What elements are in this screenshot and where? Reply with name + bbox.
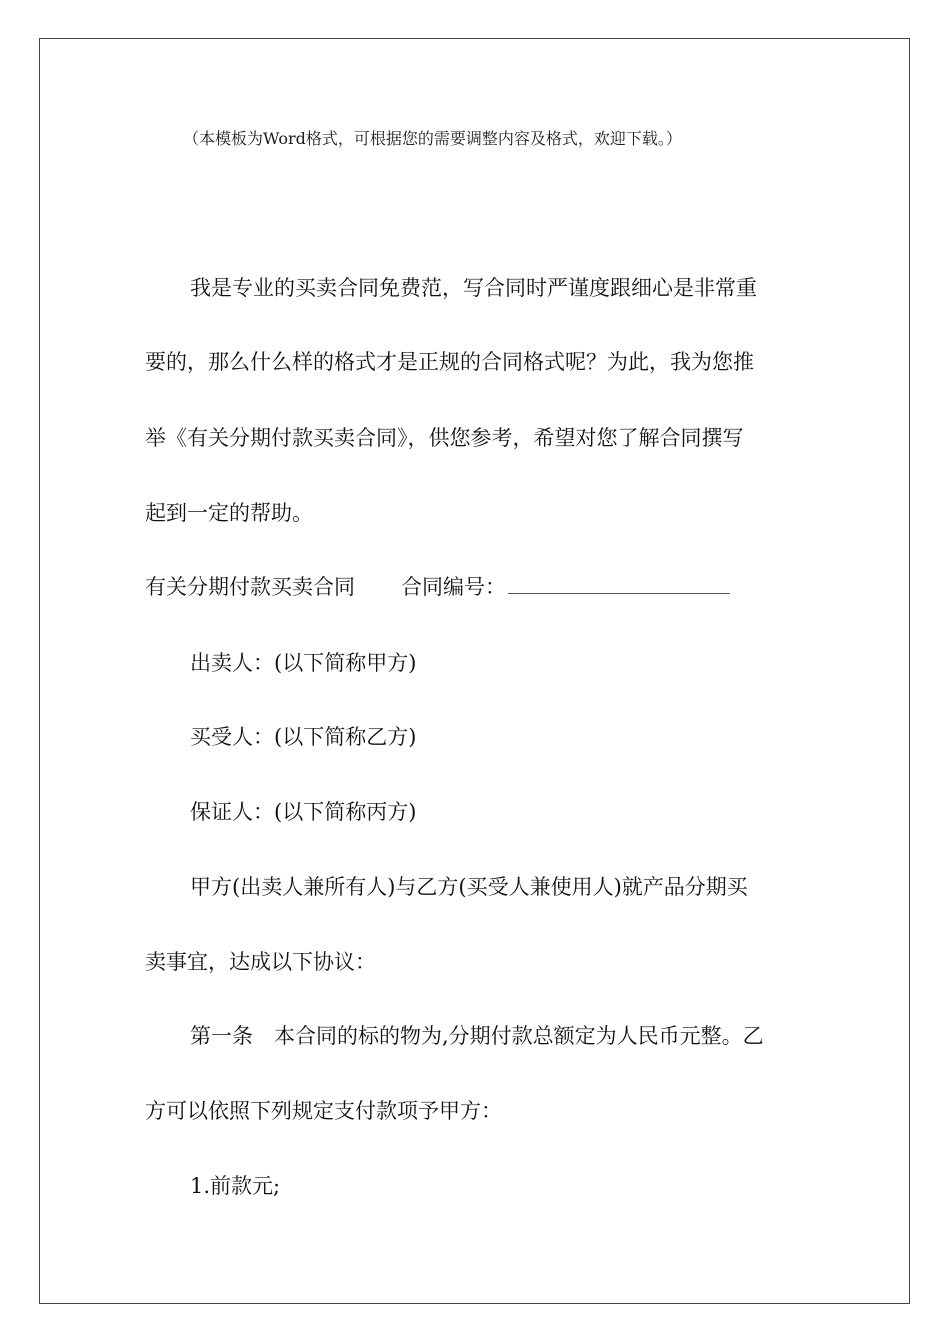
guarantor-line: 保证人：(以下简称丙方) (190, 800, 417, 824)
article1-line-2: 方可以依照下列规定支付款项予甲方： (145, 1099, 502, 1123)
intro-line-1: 我是专业的买卖合同免费范，写合同时严谨度跟细心是非常重 (190, 276, 757, 300)
article1-line-1: 第一条 本合同的标的物为,分期付款总额定为人民币元整。乙 (190, 1024, 764, 1048)
template-note: （本模板为Word格式，可根据您的需要调整内容及格式，欢迎下载。） (183, 129, 682, 148)
contract-number-label: 合同编号： (401, 575, 506, 599)
preamble-line-2: 卖事宜，达成以下协议： (145, 950, 376, 974)
intro-line-2: 要的，那么什么样的格式才是正规的合同格式呢？为此，我为您推 (145, 350, 754, 374)
item-1: 1.前款元; (190, 1174, 281, 1198)
preamble-line-1: 甲方(出卖人兼所有人)与乙方(买受人兼使用人)就产品分期买 (190, 875, 748, 899)
intro-line-3: 举《有关分期付款买卖合同》，供您参考，希望对您了解合同撰写 (145, 426, 744, 450)
contract-title: 有关分期付款买卖合同 (145, 575, 355, 599)
contract-number-blank (508, 573, 730, 594)
buyer-line: 买受人：(以下简称乙方) (190, 725, 417, 749)
contract-header (145, 573, 730, 601)
seller-line: 出卖人：(以下简称甲方) (190, 651, 417, 675)
intro-line-4: 起到一定的帮助。 (145, 501, 313, 525)
